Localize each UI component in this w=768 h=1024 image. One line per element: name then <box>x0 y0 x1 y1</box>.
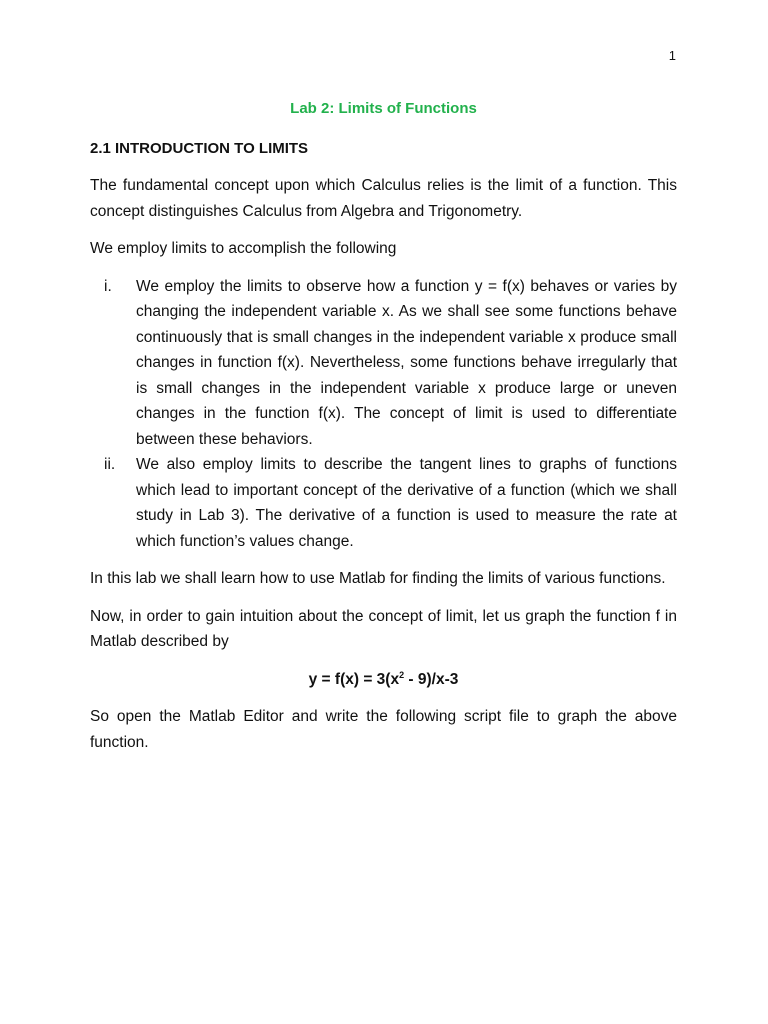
list-item-text: We also employ limits to describe the tangent lines to graphs of functions which lead to important concept of the derivative of a function (which we shall study in Lab 3). The derivative of a function is used to measure the rate at which function’s values change. <box>136 456 677 550</box>
list-item-number: ii. <box>104 456 116 473</box>
exponent: 2 <box>399 669 405 680</box>
editor-paragraph: So open the Matlab Editor and write the following script file to graph the above function. <box>90 708 677 751</box>
list-item <box>90 274 677 453</box>
matlab-paragraph: In this lab we shall learn how to use Matlab for finding the limits of various functions. <box>90 570 666 587</box>
roman-list <box>90 274 677 555</box>
function-formula: $y = f(x) = 3(x^2 - 9)/x-3$ <box>308 669 459 688</box>
list-intro-paragraph: We employ limits to accomplish the following <box>90 240 397 257</box>
page-content <box>90 96 677 767</box>
list-item-text: We employ the limits to observe how a function y = f(x) behaves or varies by changing the independent variable x. As we shall see some functions behave continuously that is small changes in the independent variable x produce small changes in function f(x). Nevertheless, some functions behave irregularly that is small changes in the independent variable x produce large or uneven changes in the function f(x). The concept of limit is used to differentiate between these behaviors. <box>136 277 677 448</box>
page-number: 1 <box>668 48 676 63</box>
intuition-paragraph: Now, in order to gain intuition about the concept of limit, let us graph the function f in Matlab described by <box>90 607 677 650</box>
list-item <box>90 452 677 554</box>
section-heading: 2.1 INTRODUCTION TO LIMITS <box>90 139 309 157</box>
list-item-number: i. <box>104 277 112 295</box>
intro-paragraph: The fundamental concept upon which Calculus relies is the limit of a function. This concept distinguishes Calculus from Algebra and Trigonometry. <box>90 177 677 220</box>
lab-title: Lab 2: Limits of Functions <box>290 100 477 117</box>
